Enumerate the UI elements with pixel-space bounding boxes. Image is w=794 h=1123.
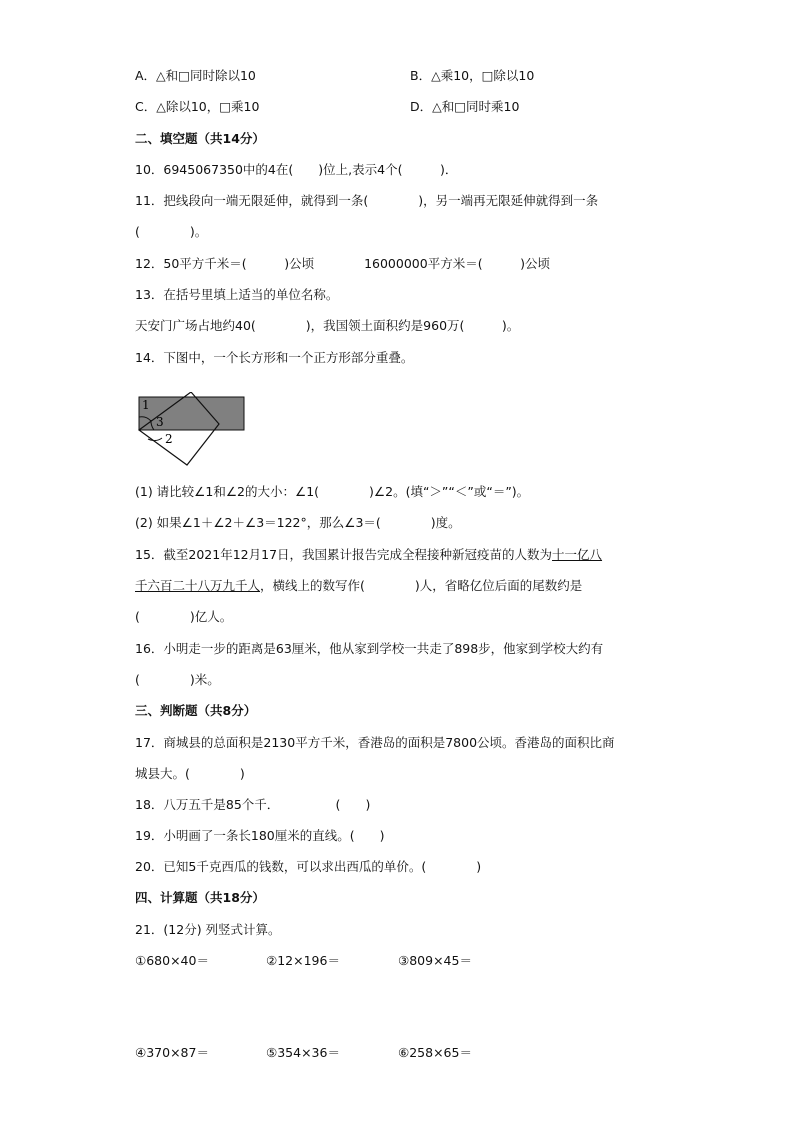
question-12: 12．50平方千米＝( )公顷 16000000平方米＝( )公顷 — [135, 256, 550, 271]
question-11-line1: 11．把线段向一端无限延伸，就得到一条( )，另一端再无限延伸就得到一条 — [135, 193, 599, 208]
question-20: 20．已知5千克西瓜的钱数，可以求出西瓜的单价。( ) — [135, 859, 482, 874]
question-19: 19．小明画了一条长180厘米的直线。( ) — [135, 828, 385, 843]
angle-label-2: 2 — [165, 432, 173, 446]
question-11-line2: ( )。 — [135, 224, 208, 239]
section-judgment-heading: 三、判断题（共8分） — [135, 703, 257, 718]
section-fill-blank-heading: 二、填空题（共14分） — [135, 131, 265, 146]
option-a: A．△和□同时除以10 — [135, 68, 256, 83]
question-14: 14．下图中，一个长方形和一个正方形部分重叠。 — [135, 350, 414, 365]
question-21: 21．(12分) 列竖式计算。 — [135, 922, 281, 937]
angle-label-3: 3 — [156, 415, 164, 429]
question-14-part2: (2) 如果∠1＋∠2＋∠3＝122°，那么∠3＝( )度。 — [135, 515, 461, 530]
calc-item-2: ②12×196＝ — [266, 953, 340, 968]
calc-item-3: ③809×45＝ — [398, 953, 472, 968]
question-15-line1 — [135, 547, 602, 563]
option-c: C．△除以10，□乘10 — [135, 99, 260, 114]
question-13: 13．在括号里填上适当的单位名称。 — [135, 287, 339, 302]
question-15-text: 15．截至2021年12月17日，我国累计报告完成全程接种新冠疫苗的人数为 — [135, 547, 553, 562]
calc-item-5: ⑤354×36＝ — [266, 1045, 340, 1060]
option-d: D．△和□同时乘10 — [410, 99, 520, 114]
question-15-underlined-2: 千六百二十八万九千人 — [135, 578, 261, 593]
question-10: 10．6945067350中的4在( )位上,表示4个( )． — [135, 162, 458, 177]
question-15-line2 — [135, 578, 582, 594]
question-14-part1: (1) 请比较∠1和∠2的大小：∠1( )∠2。(填“＞”“＜”或“＝”)。 — [135, 484, 530, 499]
question-17-line2: 城县大。( ) — [135, 766, 245, 781]
calc-item-1: ①680×40＝ — [135, 953, 209, 968]
overlap-figure — [135, 392, 250, 467]
calc-item-4: ④370×87＝ — [135, 1045, 209, 1060]
question-15-underlined: 十一亿八 — [552, 547, 603, 562]
question-17-line1: 17．商城县的总面积是2130平方千米，香港岛的面积是7800公顷。香港岛的面积比商 — [135, 735, 615, 750]
question-16-line1: 16．小明走一步的距离是63厘米，他从家到学校一共走了898步，他家到学校大约有 — [135, 641, 604, 656]
question-18: 18．八万五千是85个千． ( ) — [135, 797, 371, 812]
angle-label-1: 1 — [142, 398, 150, 412]
question-16-line2: ( )米。 — [135, 672, 220, 687]
question-15-text-2: ，横线上的数写作( )人，省略亿位后面的尾数约是 — [260, 578, 583, 593]
question-13-detail: 天安门广场占地约40( )，我国领土面积约是960万( )。 — [135, 318, 520, 333]
gray-rectangle — [139, 397, 244, 430]
question-15-line3: ( )亿人。 — [135, 609, 233, 624]
section-calculation-heading: 四、计算题（共18分） — [135, 890, 265, 905]
option-b: B．△乘10，□除以10 — [410, 68, 535, 83]
calc-item-6: ⑥258×65＝ — [398, 1045, 472, 1060]
